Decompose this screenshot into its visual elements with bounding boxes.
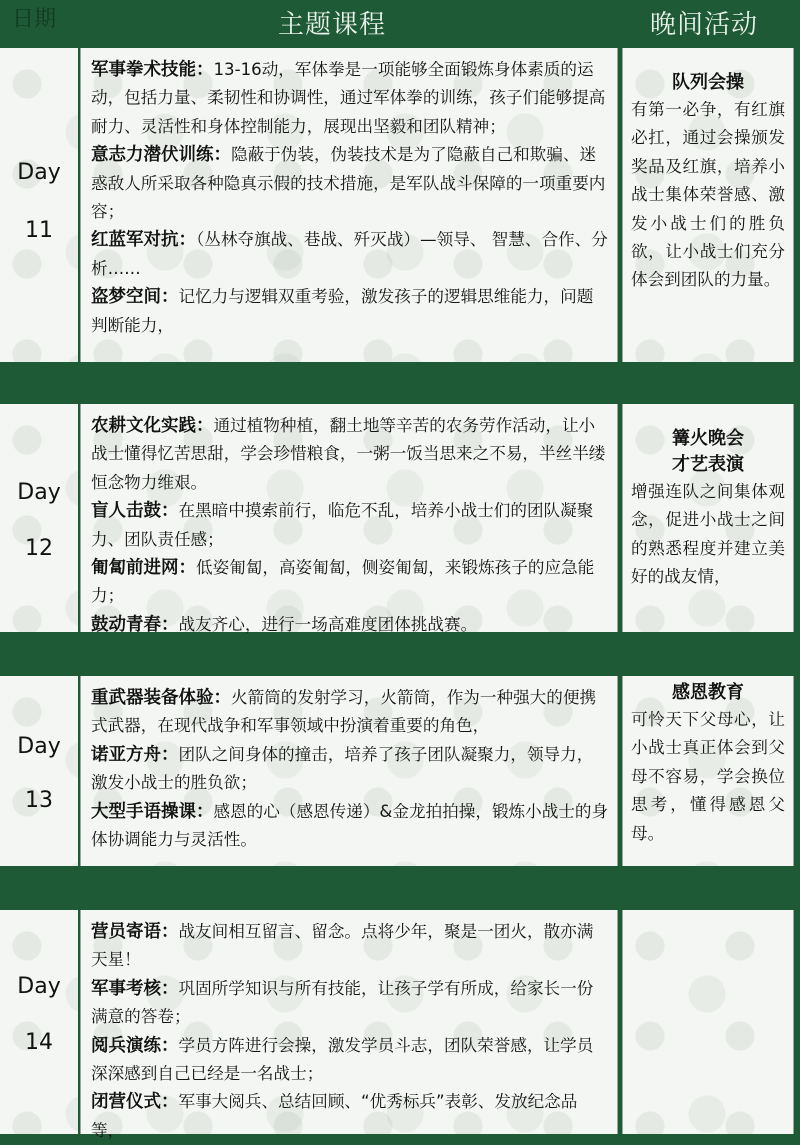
table-header [0, 0, 800, 40]
topic-item-text: 隐蔽于伪装，伪装技术是为了隐蔽自己和欺骗、迷惑敌人所采取各种隐真示假的技术措施，是军队战斗保障的一项重要内容； [91, 145, 606, 222]
topic-item-text: 低姿匍匐，高姿匍匐，侧姿匍匐，来锻炼孩子的应急能力； [91, 558, 595, 606]
topic-cell [80, 676, 618, 866]
topic-item-text: 学员方阵进行会操，激发学员斗志，团队荣誉感，让学员深深感到自己已经是一名战士； [91, 1035, 594, 1084]
topic-item [91, 741, 609, 798]
topic-item-text: 感恩的心（感恩传递）&金龙拍拍操，锻炼小战士的身体协调能力与灵活性。 [91, 801, 609, 850]
header-topic: 主题课程 [278, 10, 387, 40]
topic-item-title: 盲人击鼓： [91, 501, 179, 522]
topic-item [91, 226, 609, 283]
topic-cell [80, 910, 618, 1140]
day-number: 13 [25, 788, 53, 813]
topic-item-title: 大型手语操课： [91, 801, 214, 822]
topic-item-title: 军事拳术技能： [91, 60, 214, 80]
topic-item-text: 战友间相互留言、留念。点将少年，聚是一团火，散亦满天星！ [91, 922, 594, 970]
day-cell [0, 910, 78, 1134]
day-row-12 [0, 404, 800, 635]
topic-item-title: 诺亚方舟： [91, 744, 179, 765]
topic-item-text: 战友齐心，进行一场高难度团体挑战赛。 [178, 614, 478, 634]
topic-item [91, 798, 609, 855]
evening-text: 增强连队之间集体观念，促进小战士之间的熟悉程度并建立美好的战友情， [631, 482, 785, 587]
topic-item [91, 554, 609, 611]
evening-title: 篝火晚会 [672, 428, 744, 449]
evening-cell [622, 48, 794, 362]
topic-item-title: 红蓝军对抗： [91, 230, 196, 251]
evening-cell [622, 910, 794, 1134]
topic-item-title: 重武器装备体验： [91, 688, 231, 708]
evening-cell [622, 676, 794, 866]
header-evening: 晚间活动 [650, 10, 759, 40]
day-cell [0, 676, 78, 866]
header-date: 日期 [12, 7, 57, 32]
day-word: Day [17, 160, 61, 185]
topic-cell [80, 404, 618, 635]
topic-item-title: 盗梦空间： [91, 287, 179, 308]
topic-item [91, 1032, 609, 1089]
topic-item-text: 火箭筒的发射学习，火箭筒，作为一种强大的便携式武器，在现代战争和军事领域中扮演着重要的角色， [91, 688, 597, 736]
topic-item-text: 巩固所学知识与所有技能，让孩子学有所成，给家长一份满意的答卷； [91, 978, 594, 1027]
topic-item-title: 鼓动青春： [91, 614, 179, 635]
topic-item [91, 56, 609, 141]
topic-item [91, 918, 609, 975]
topic-item-title: 意志力潜伏训练： [91, 145, 231, 166]
topic-item [91, 497, 609, 554]
topic-item-text: 团队之间身体的撞击，培养了孩子团队凝聚力，领导力，激发小战士的胜负欲； [91, 744, 594, 793]
topic-item-text: 13-16动，军体拳是一项能够全面锻炼身体素质的运动，包括力量、柔韧性和协调性，通过军体拳的训练，孩子们能够提高耐力、灵活性和身体控制能力，展现出坚毅和团队精神； [91, 60, 606, 136]
evening-text: 有第一必争，有红旗必扛，通过会操颁发奖品及红旗，培养小战士集体荣誉感、激发小战士们的胜负欲，让小战士们充分体会到团队的力量。 [631, 100, 785, 290]
topic-item-text: 在黑暗中摸索前行，临危不乱，培养小战士们的团队凝聚力、团队责任感； [91, 501, 594, 549]
day-number: 12 [25, 536, 53, 561]
topic-item-title: 阅兵演练： [91, 1035, 179, 1056]
topic-item [91, 283, 609, 340]
evening-text: 可怜天下父母心，让小战士真正体会到父母不容易，学会换位思考，懂得感恩父母。 [631, 710, 785, 843]
evening-subtitle: 才艺表演 [672, 454, 744, 475]
topic-item-text: 通过植物种植，翻土地等辛苦的农务劳作活动，让小战士懂得忆苦思甜，学会珍惜粮食，一粥一饭当思来之不易，半丝半缕恒念物力维艰。 [91, 416, 606, 492]
topic-item [91, 1088, 609, 1145]
topic-item-title: 营员寄语： [91, 922, 179, 942]
topic-item-text: 记忆力与逻辑双重考验，激发孩子的逻辑思维能力，问题判断能力， [91, 287, 594, 335]
topic-item [91, 141, 609, 226]
day-cell [0, 48, 78, 362]
day-row-11 [0, 48, 800, 362]
day-cell [0, 404, 78, 632]
evening-cell [622, 404, 794, 632]
topic-item [91, 412, 609, 497]
day-word: Day [17, 480, 61, 505]
topic-item-title: 军事考核： [91, 978, 179, 999]
topic-item-text: 军事大阅兵、总结回顾、“优秀标兵”表彰、发放纪念品等， [91, 1092, 578, 1140]
topic-cell [80, 48, 618, 362]
day-row-13 [0, 676, 800, 866]
day-number: 11 [25, 218, 53, 243]
topic-item-title: 闭营仪式： [91, 1092, 179, 1113]
evening-title: 感恩教育 [672, 682, 744, 703]
day-number: 14 [25, 1030, 53, 1055]
topic-item-text: （丛林夺旗战、巷战、歼灭战）—领导、 智慧、合作、分析…… [91, 230, 608, 278]
day-word: Day [17, 974, 61, 999]
topic-item [91, 611, 609, 639]
day-word: Day [17, 734, 61, 759]
topic-item-title: 匍匐前进网： [91, 558, 196, 579]
topic-item [91, 975, 609, 1032]
topic-item [91, 684, 609, 741]
topic-item-title: 农耕文化实践： [91, 416, 214, 436]
evening-title: 队列会操 [672, 72, 744, 93]
day-row-14 [0, 910, 800, 1140]
